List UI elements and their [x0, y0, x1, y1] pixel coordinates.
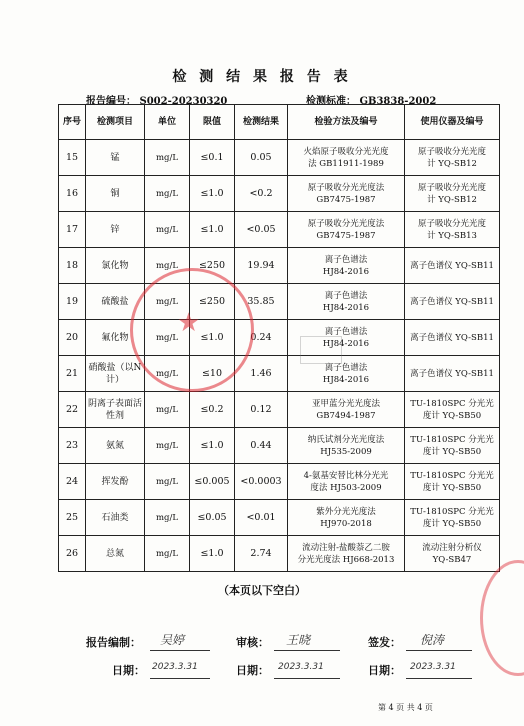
row-method-line: 原子吸收分光光度法: [307, 218, 385, 229]
row-instrument: [405, 464, 500, 500]
row-no: 18: [59, 248, 86, 284]
row-instrument: [405, 428, 500, 464]
row-method-line: GB7494-1987: [316, 410, 376, 421]
table-row: [59, 500, 500, 536]
row-result: <0.2: [235, 176, 288, 212]
row-result: 1.46: [235, 356, 288, 392]
row-result: 0.12: [235, 392, 288, 428]
row-result: <0.0003: [235, 464, 288, 500]
row-instrument-line: 原子吸收分光光度: [417, 146, 486, 157]
row-instrument: [405, 176, 500, 212]
table-row: [59, 176, 500, 212]
row-instrument-line: TU-1810SPC 分光光: [410, 506, 494, 517]
row-no: 23: [59, 428, 86, 464]
header-method: 检验方法及编号: [288, 105, 405, 140]
issuer-signature: 倪涛: [420, 633, 445, 647]
row-unit: mg/L: [145, 140, 190, 176]
row-method-line: 分光光度法 HJ668-2013: [297, 554, 395, 565]
test-standard-value: GB3838-2002: [359, 96, 437, 107]
row-method-line: 离子色谱法: [324, 290, 368, 301]
row-no: 26: [59, 536, 86, 572]
row-method: [288, 212, 405, 248]
row-unit: mg/L: [145, 392, 190, 428]
row-limit: ≤1.0: [190, 428, 235, 464]
table-row: [59, 248, 500, 284]
report-number-label: 报告编号：: [86, 96, 136, 107]
row-method-line: HJ970-2018: [320, 518, 372, 529]
row-method: [288, 428, 405, 464]
row-instrument: [405, 248, 500, 284]
row-instrument-line: 度计 YQ-SB50: [422, 410, 482, 421]
row-limit: ≤10: [190, 356, 235, 392]
row-method: [288, 356, 405, 392]
row-result: 0.24: [235, 320, 288, 356]
row-instrument-line: YQ-SB47: [432, 554, 472, 565]
row-no: 22: [59, 392, 86, 428]
row-method: [288, 248, 405, 284]
header-no: 序号: [59, 105, 86, 140]
row-item: 锰: [86, 140, 145, 176]
row-limit: ≤0.1: [190, 140, 235, 176]
row-method: [288, 320, 405, 356]
row-method: [288, 464, 405, 500]
compiler-label: 报告编制：: [86, 636, 141, 649]
row-unit: mg/L: [145, 464, 190, 500]
row-unit: mg/L: [145, 176, 190, 212]
row-unit: mg/L: [145, 428, 190, 464]
row-instrument-line: 离子色谱仪 YQ-SB11: [410, 260, 494, 271]
row-method-line: 4-氨基安替比林分光光: [303, 470, 389, 481]
report-title: 检 测 结 果 报 告 表: [172, 69, 352, 85]
row-method: [288, 500, 405, 536]
row-method-line: 流动注射-盐酸萘乙二胺: [302, 542, 390, 553]
row-no: 21: [59, 356, 86, 392]
results-table: [58, 104, 500, 572]
row-limit: ≤0.2: [190, 392, 235, 428]
header-instrument: 使用仪器及编号: [405, 105, 500, 140]
row-no: 17: [59, 212, 86, 248]
row-no: 19: [59, 284, 86, 320]
edge-seal: [480, 560, 524, 676]
row-method-line: 离子色谱法: [324, 362, 368, 373]
row-instrument-line: 离子色谱仪 YQ-SB11: [410, 368, 494, 379]
row-method: [288, 392, 405, 428]
header-unit: 单位: [145, 105, 190, 140]
row-no: 20: [59, 320, 86, 356]
row-instrument-line: 计 YQ-SB12: [427, 194, 477, 205]
row-instrument-line: 流动注射分析仪: [422, 542, 482, 553]
row-method: [288, 176, 405, 212]
row-result: 2.74: [235, 536, 288, 572]
row-item: 硝酸盐（以N计）: [86, 356, 145, 392]
row-instrument: [405, 212, 500, 248]
row-instrument: [405, 392, 500, 428]
row-limit: ≤0.005: [190, 464, 235, 500]
row-method-line: GB7475-1987: [316, 230, 376, 241]
row-result: <0.01: [235, 500, 288, 536]
table-row: [59, 356, 500, 392]
row-method-line: HJ84-2016: [322, 266, 370, 277]
row-instrument: [405, 284, 500, 320]
date-value-3: 2023.3.31: [410, 662, 456, 672]
row-instrument-line: TU-1810SPC 分光光: [410, 434, 494, 445]
row-item: 硫酸盐: [86, 284, 145, 320]
row-instrument-line: 离子色谱仪 YQ-SB11: [410, 332, 494, 343]
date-label-3: 日期：: [368, 664, 401, 677]
page-number: 第 4 页 共 4 页: [378, 703, 433, 712]
row-instrument: [405, 536, 500, 572]
row-instrument-line: 度计 YQ-SB50: [422, 482, 482, 493]
row-limit: ≤1.0: [190, 176, 235, 212]
row-method-line: 法 GB11911-1989: [308, 158, 384, 169]
row-instrument-line: 度计 YQ-SB50: [422, 446, 482, 457]
row-result: 35.85: [235, 284, 288, 320]
row-method: [288, 140, 405, 176]
header-result: 检测结果: [235, 105, 288, 140]
row-method-line: HJ535-2009: [320, 446, 372, 457]
row-method: [288, 536, 405, 572]
row-instrument-line: 计 YQ-SB12: [427, 158, 477, 169]
row-no: 16: [59, 176, 86, 212]
reviewer-label: 审核：: [236, 636, 269, 649]
row-item: 铜: [86, 176, 145, 212]
row-no: 15: [59, 140, 86, 176]
row-instrument: [405, 356, 500, 392]
table-header-row: [59, 105, 500, 140]
row-result: <0.05: [235, 212, 288, 248]
row-unit: mg/L: [145, 212, 190, 248]
table-row: [59, 320, 500, 356]
issuer-label: 签发：: [368, 636, 401, 649]
table-row: [59, 140, 500, 176]
row-method-line: 纳氏试剂分光光度法: [307, 434, 385, 445]
table-row: [59, 464, 500, 500]
row-instrument: [405, 320, 500, 356]
row-limit: ≤250: [190, 248, 235, 284]
row-unit: mg/L: [145, 320, 190, 356]
report-number-value: S002-20230320: [139, 96, 228, 107]
row-item: 氟化物: [86, 320, 145, 356]
row-method-line: HJ84-2016: [322, 302, 370, 313]
date-label-2: 日期：: [236, 664, 269, 677]
date-label-1: 日期：: [112, 664, 145, 677]
reviewer-signature: 王晓: [286, 633, 311, 647]
row-instrument: [405, 500, 500, 536]
row-limit: ≤250: [190, 284, 235, 320]
row-method-line: 紫外分光光度法: [316, 506, 376, 517]
row-method-line: 火焰原子吸收分光光度: [303, 146, 389, 157]
row-method-line: 度法 HJ503-2009: [310, 482, 382, 493]
row-result: 19.94: [235, 248, 288, 284]
test-standard-label: 检测标准：: [306, 96, 356, 107]
row-method-line: 原子吸收分光光度法: [307, 182, 385, 193]
row-method: [288, 284, 405, 320]
row-result: 0.05: [235, 140, 288, 176]
header-limit: 限值: [190, 105, 235, 140]
row-instrument-line: TU-1810SPC 分光光: [410, 470, 494, 481]
row-instrument-line: 度计 YQ-SB50: [422, 518, 482, 529]
table-row: [59, 392, 500, 428]
table-row: [59, 212, 500, 248]
row-no: 24: [59, 464, 86, 500]
row-instrument-line: 原子吸收分光光度: [417, 182, 486, 193]
row-instrument-line: TU-1810SPC 分光光: [410, 398, 494, 409]
row-item: 石油类: [86, 500, 145, 536]
row-method-line: 离子色谱法: [324, 326, 368, 337]
row-instrument: [405, 140, 500, 176]
row-unit: mg/L: [145, 248, 190, 284]
date-value-2: 2023.3.31: [278, 662, 324, 672]
row-method-line: 离子色谱法: [324, 254, 368, 265]
row-limit: ≤1.0: [190, 212, 235, 248]
row-limit: ≤1.0: [190, 536, 235, 572]
row-method-line: GB7475-1987: [316, 194, 376, 205]
row-unit: mg/L: [145, 500, 190, 536]
row-method-line: HJ84-2016: [322, 338, 370, 349]
row-result: 0.44: [235, 428, 288, 464]
row-no: 25: [59, 500, 86, 536]
row-limit: ≤1.0: [190, 320, 235, 356]
row-limit: ≤0.05: [190, 500, 235, 536]
row-unit: mg/L: [145, 536, 190, 572]
row-item: 锌: [86, 212, 145, 248]
header-item: 检测项目: [86, 105, 145, 140]
row-item: 氯化物: [86, 248, 145, 284]
row-item: 挥发酚: [86, 464, 145, 500]
compiler-signature: 吴婷: [160, 633, 185, 647]
row-instrument-line: 原子吸收分光光度: [417, 218, 486, 229]
seal-star-icon: ★: [177, 308, 201, 338]
row-method-line: 亚甲蓝分光光度法: [311, 398, 380, 409]
table-row: [59, 536, 500, 572]
row-instrument-line: 离子色谱仪 YQ-SB11: [410, 296, 494, 307]
row-item: 总氮: [86, 536, 145, 572]
blank-note: （本页以下空白）: [218, 584, 306, 597]
table-row: [59, 284, 500, 320]
date-value-1: 2023.3.31: [152, 662, 198, 672]
row-unit: mg/L: [145, 284, 190, 320]
row-method-line: HJ84-2016: [322, 374, 370, 385]
table-row: [59, 428, 500, 464]
row-unit: mg/L: [145, 356, 190, 392]
row-item: 氨氮: [86, 428, 145, 464]
row-instrument-line: 计 YQ-SB13: [427, 230, 477, 241]
row-item: 阴离子表面活性剂: [86, 392, 145, 428]
